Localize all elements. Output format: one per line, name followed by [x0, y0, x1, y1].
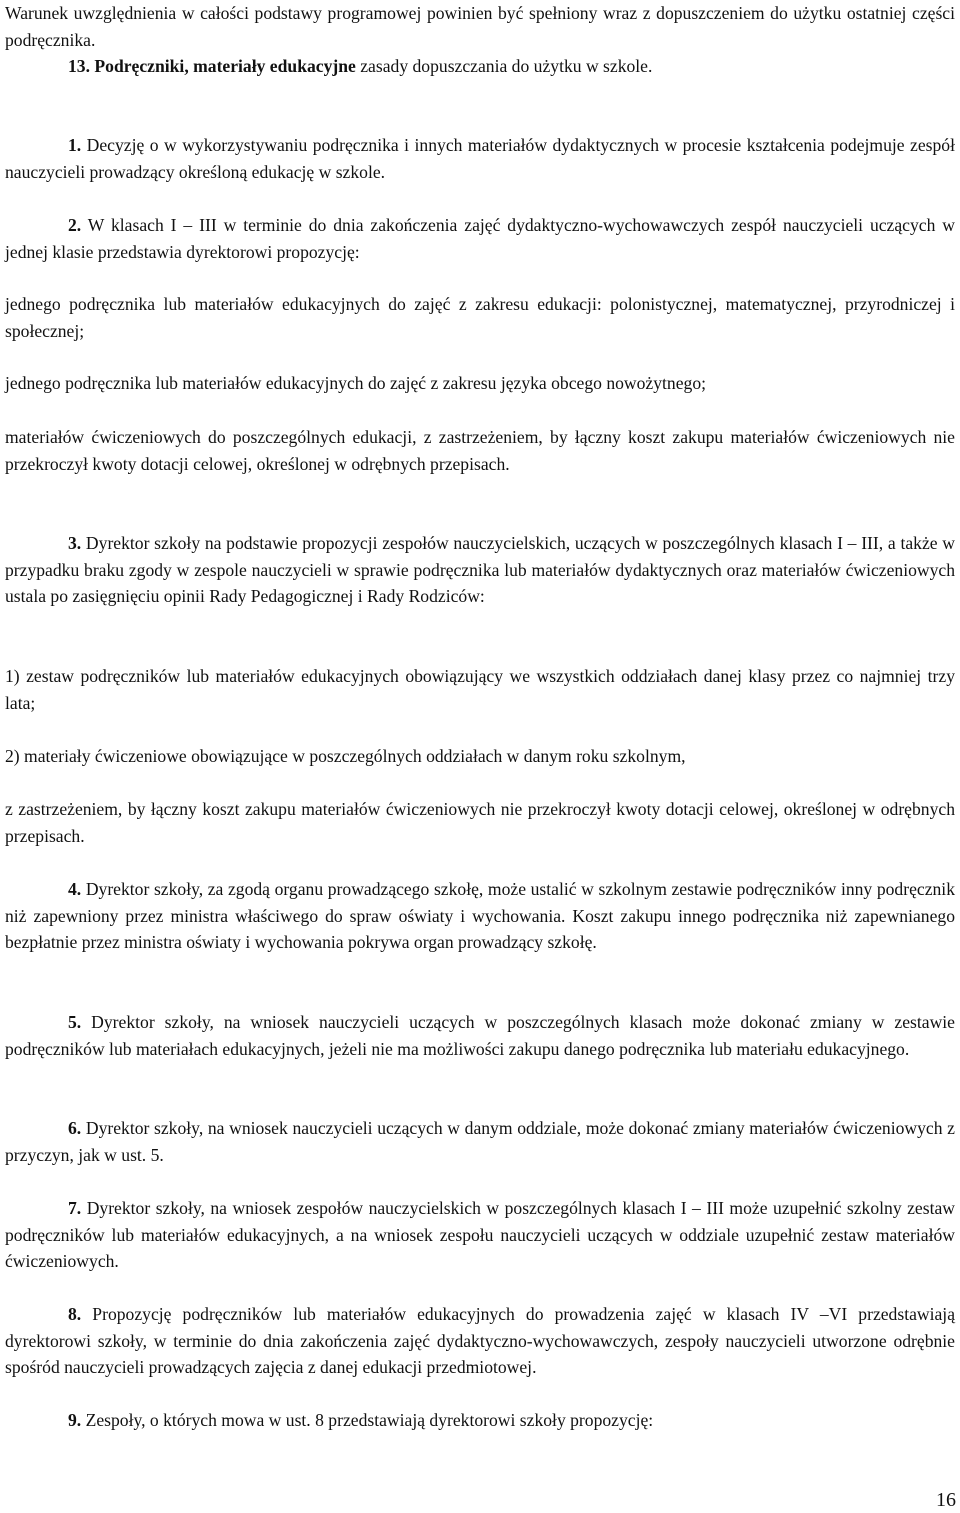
- paragraph-number: 1.: [68, 135, 82, 155]
- paragraph-text: Dyrektor szkoły, na wniosek nauczycieli uczących w danym oddziale, może dokonać zmiany materiałów ćwiczeniowych z przyczyn, jak w ust. 5.: [5, 1118, 955, 1165]
- paragraph-number: 7.: [68, 1198, 82, 1218]
- page-number: 16: [936, 1489, 956, 1511]
- paragraph-8: [5, 1301, 955, 1381]
- paragraph-number: 9.: [68, 1410, 82, 1430]
- list-item-3: materiałów ćwiczeniowych do poszczególnych edukacji, z zastrzeżeniem, by łączny koszt zakupu materiałów ćwiczeniowych nie przekroczył kwoty dotacji celowej, określonej w odrębnych przepisach.: [5, 427, 955, 474]
- paragraph-text: Decyzję o w wykorzystywaniu podręcznika i innych materiałów dydaktycznych w procesie kształcenia podejmuje zespół nauczycieli prowadzący określoną edukację w szkole.: [5, 135, 955, 182]
- paragraph-7: [5, 1195, 955, 1275]
- paragraph-text: Dyrektor szkoły, za zgodą organu prowadzącego szkołę, może ustalić w szkolnym zestawie podręczników inny podręcznik niż zapewniony przez ministra właściwego do spraw oświaty i wychowania. Koszt zakupu innego podręcznika niż zapewnianego bezpłatnie przez ministra oświaty i wychowania pokrywa organ prowadzący szkołę.: [5, 879, 955, 952]
- section-title-rest: zasady dopuszczania do użytku w szkole.: [355, 56, 653, 76]
- paragraph-5: [5, 1009, 955, 1062]
- paragraph-number: 2.: [68, 215, 82, 235]
- list-item-1: jednego podręcznika lub materiałów edukacyjnych do zajęć z zakresu edukacji: polonistycznej, matematycznej, przyrodniczej i społecznej;: [5, 294, 955, 341]
- list-item-2: jednego podręcznika lub materiałów edukacyjnych do zajęć z zakresu języka obcego nowożytnego;: [5, 373, 707, 393]
- paragraph-9: [5, 1407, 955, 1434]
- paragraph-text: Zespoły, o których mowa w ust. 8 przedstawiają dyrektorowi szkoły propozycję:: [81, 1410, 654, 1430]
- section-heading: [5, 53, 955, 80]
- paragraph-2: [5, 212, 955, 265]
- p3-tail: z zastrzeżeniem, by łączny koszt zakupu materiałów ćwiczeniowych nie przekroczył kwoty dotacji celowej, określonej w odrębnych przepisach.: [5, 799, 955, 846]
- paragraph-number: 3.: [68, 533, 82, 553]
- paragraph-text: Dyrektor szkoły na podstawie propozycji zespołów nauczycielskich, uczących w poszczególnych klasach I – III, a także w przypadku braku zgody w zespole nauczycieli w sprawie podręcznika lub materiałów dydaktycznych oraz materiałów ćwiczeniowych ustala po zasięgnięciu opinii Rady Pedagogicznej i Rady Rodziców:: [5, 533, 955, 606]
- paragraph-text: W klasach I – III w terminie do dnia zakończenia zajęć dydaktyczno-wychowawczych zespół nauczycieli uczących w jednej klasie przedstawia dyrektorowi propozycję:: [5, 215, 955, 262]
- paragraph-text: Dyrektor szkoły, na wniosek zespołów nauczycielskich w poszczególnych klasach I – III może uzupełnić szkolny zestaw podręczników lub materiałów edukacyjnych, a na wniosek zespołu nauczycieli uczących w oddziale uzupełnić zestaw materiałów ćwiczeniowych.: [5, 1198, 955, 1271]
- paragraph-4: [5, 876, 955, 956]
- p3-item-1: 1) zestaw podręczników lub materiałów edukacyjnych obowiązujący we wszystkich oddziałach danej klasy przez co najmniej trzy lata;: [5, 666, 955, 713]
- paragraph-number: 5.: [68, 1012, 82, 1032]
- paragraph-number: 6.: [68, 1118, 82, 1138]
- section-title-bold: Podręczniki, materiały edukacyjne: [94, 56, 356, 76]
- paragraph-number: 8.: [68, 1304, 82, 1324]
- paragraph-number: 4.: [68, 879, 82, 899]
- paragraph-text: Propozycję podręczników lub materiałów edukacyjnych do prowadzenia zajęć w klasach IV –VI przedstawiają dyrektorowi szkoły, w terminie do dnia zakończenia zajęć dydaktyczno-wychowawczych, zespoły nauczycieli utworzone odrębnie spośród nauczycieli prowadzących zajęcia z danej edukacji przedmiotowej.: [5, 1304, 955, 1377]
- p3-item-2: 2) materiały ćwiczeniowe obowiązujące w poszczególnych oddziałach w danym roku szkolnym,: [5, 746, 686, 766]
- paragraph-1: [5, 132, 955, 185]
- intro-paragraph: Warunek uwzględnienia w całości podstawy programowej powinien być spełniony wraz z dopuszczeniem do użytku ostatniej części podręcznika.: [5, 3, 955, 50]
- paragraph-6: [5, 1115, 955, 1168]
- paragraph-3: [5, 530, 955, 610]
- section-number: 13.: [68, 56, 90, 76]
- paragraph-text: Dyrektor szkoły, na wniosek nauczycieli uczących w poszczególnych klasach może dokonać zmiany w zestawie podręczników lub materiałach edukacyjnych, jeżeli nie ma możliwości zakupu danego podręcznika lub materiału edukacyjnego.: [5, 1012, 955, 1059]
